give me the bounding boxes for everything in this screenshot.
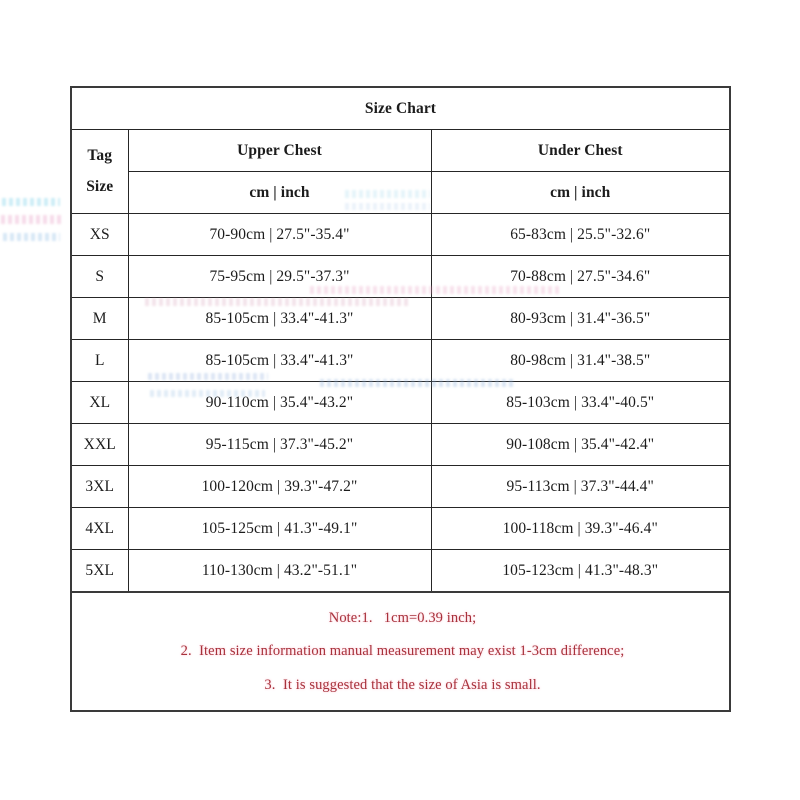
size-tag: 4XL: [71, 508, 128, 550]
upper-chest-value: 70-90cm | 27.5"-35.4": [128, 214, 431, 256]
size-chart-table: [70, 86, 731, 712]
title-row: [71, 87, 730, 130]
under-chest-value: 90-108cm | 35.4"-42.4": [431, 424, 730, 466]
under-chest-value: 70-88cm | 27.5"-34.6": [431, 256, 730, 298]
under-chest-unit: cm | inch: [431, 172, 730, 214]
under-chest-header: Under Chest: [431, 130, 730, 172]
upper-chest-header: Upper Chest: [128, 130, 431, 172]
under-chest-value: 95-113cm | 37.3"-44.4": [431, 466, 730, 508]
size-tag: S: [71, 256, 128, 298]
under-chest-value: 65-83cm | 25.5"-32.6": [431, 214, 730, 256]
table-row-xl: [71, 382, 730, 424]
under-chest-value: 85-103cm | 33.4"-40.5": [431, 382, 730, 424]
table-row-xxl: [71, 424, 730, 466]
upper-chest-unit: cm | inch: [128, 172, 431, 214]
upper-chest-value: 100-120cm | 39.3"-47.2": [128, 466, 431, 508]
chart-title: Size Chart: [71, 87, 730, 130]
size-tag: M: [71, 298, 128, 340]
size-tag: XS: [71, 214, 128, 256]
under-chest-value: 80-93cm | 31.4"-36.5": [431, 298, 730, 340]
table-row-xs: [71, 214, 730, 256]
size-tag: XXL: [71, 424, 128, 466]
under-chest-value: 80-98cm | 31.4"-38.5": [431, 340, 730, 382]
notes-row: [71, 592, 730, 711]
upper-chest-value: 105-125cm | 41.3"-49.1": [128, 508, 431, 550]
notes-section: [71, 592, 730, 711]
header-row: [71, 130, 730, 172]
watermark-artifact: [3, 233, 60, 241]
table-row-5xl: [71, 550, 730, 593]
tag-label: Tag: [87, 147, 113, 164]
unit-row: [71, 172, 730, 214]
size-tag: 5XL: [71, 550, 128, 593]
size-tag: 3XL: [71, 466, 128, 508]
table-row-4xl: [71, 508, 730, 550]
under-chest-value: 105-123cm | 41.3"-48.3": [431, 550, 730, 593]
upper-chest-value: 75-95cm | 29.5"-37.3": [128, 256, 431, 298]
size-tag: XL: [71, 382, 128, 424]
watermark-artifact: [2, 198, 60, 206]
upper-chest-value: 85-105cm | 33.4"-41.3": [128, 340, 431, 382]
table-row-3xl: [71, 466, 730, 508]
note-line-3: 3. It is suggested that the size of Asia is small.: [264, 676, 541, 693]
note-line-2: 2. Item size information manual measurement may exist 1-3cm difference;: [180, 643, 625, 659]
upper-chest-value: 90-110cm | 35.4"-43.2": [128, 382, 431, 424]
note-line-1: Note:1. 1cm=0.39 inch;: [328, 609, 477, 626]
watermark-artifact: [1, 215, 63, 224]
under-chest-value: 100-118cm | 39.3"-46.4": [431, 508, 730, 550]
table-row-s: [71, 256, 730, 298]
size-tag: L: [71, 340, 128, 382]
table-row-l: [71, 340, 730, 382]
upper-chest-value: 95-115cm | 37.3"-45.2": [128, 424, 431, 466]
upper-chest-value: 110-130cm | 43.2"-51.1": [128, 550, 431, 593]
table-row-m: [71, 298, 730, 340]
tag-size-header: [71, 130, 128, 214]
upper-chest-value: 85-105cm | 33.4"-41.3": [128, 298, 431, 340]
size-label: Size: [86, 178, 114, 195]
